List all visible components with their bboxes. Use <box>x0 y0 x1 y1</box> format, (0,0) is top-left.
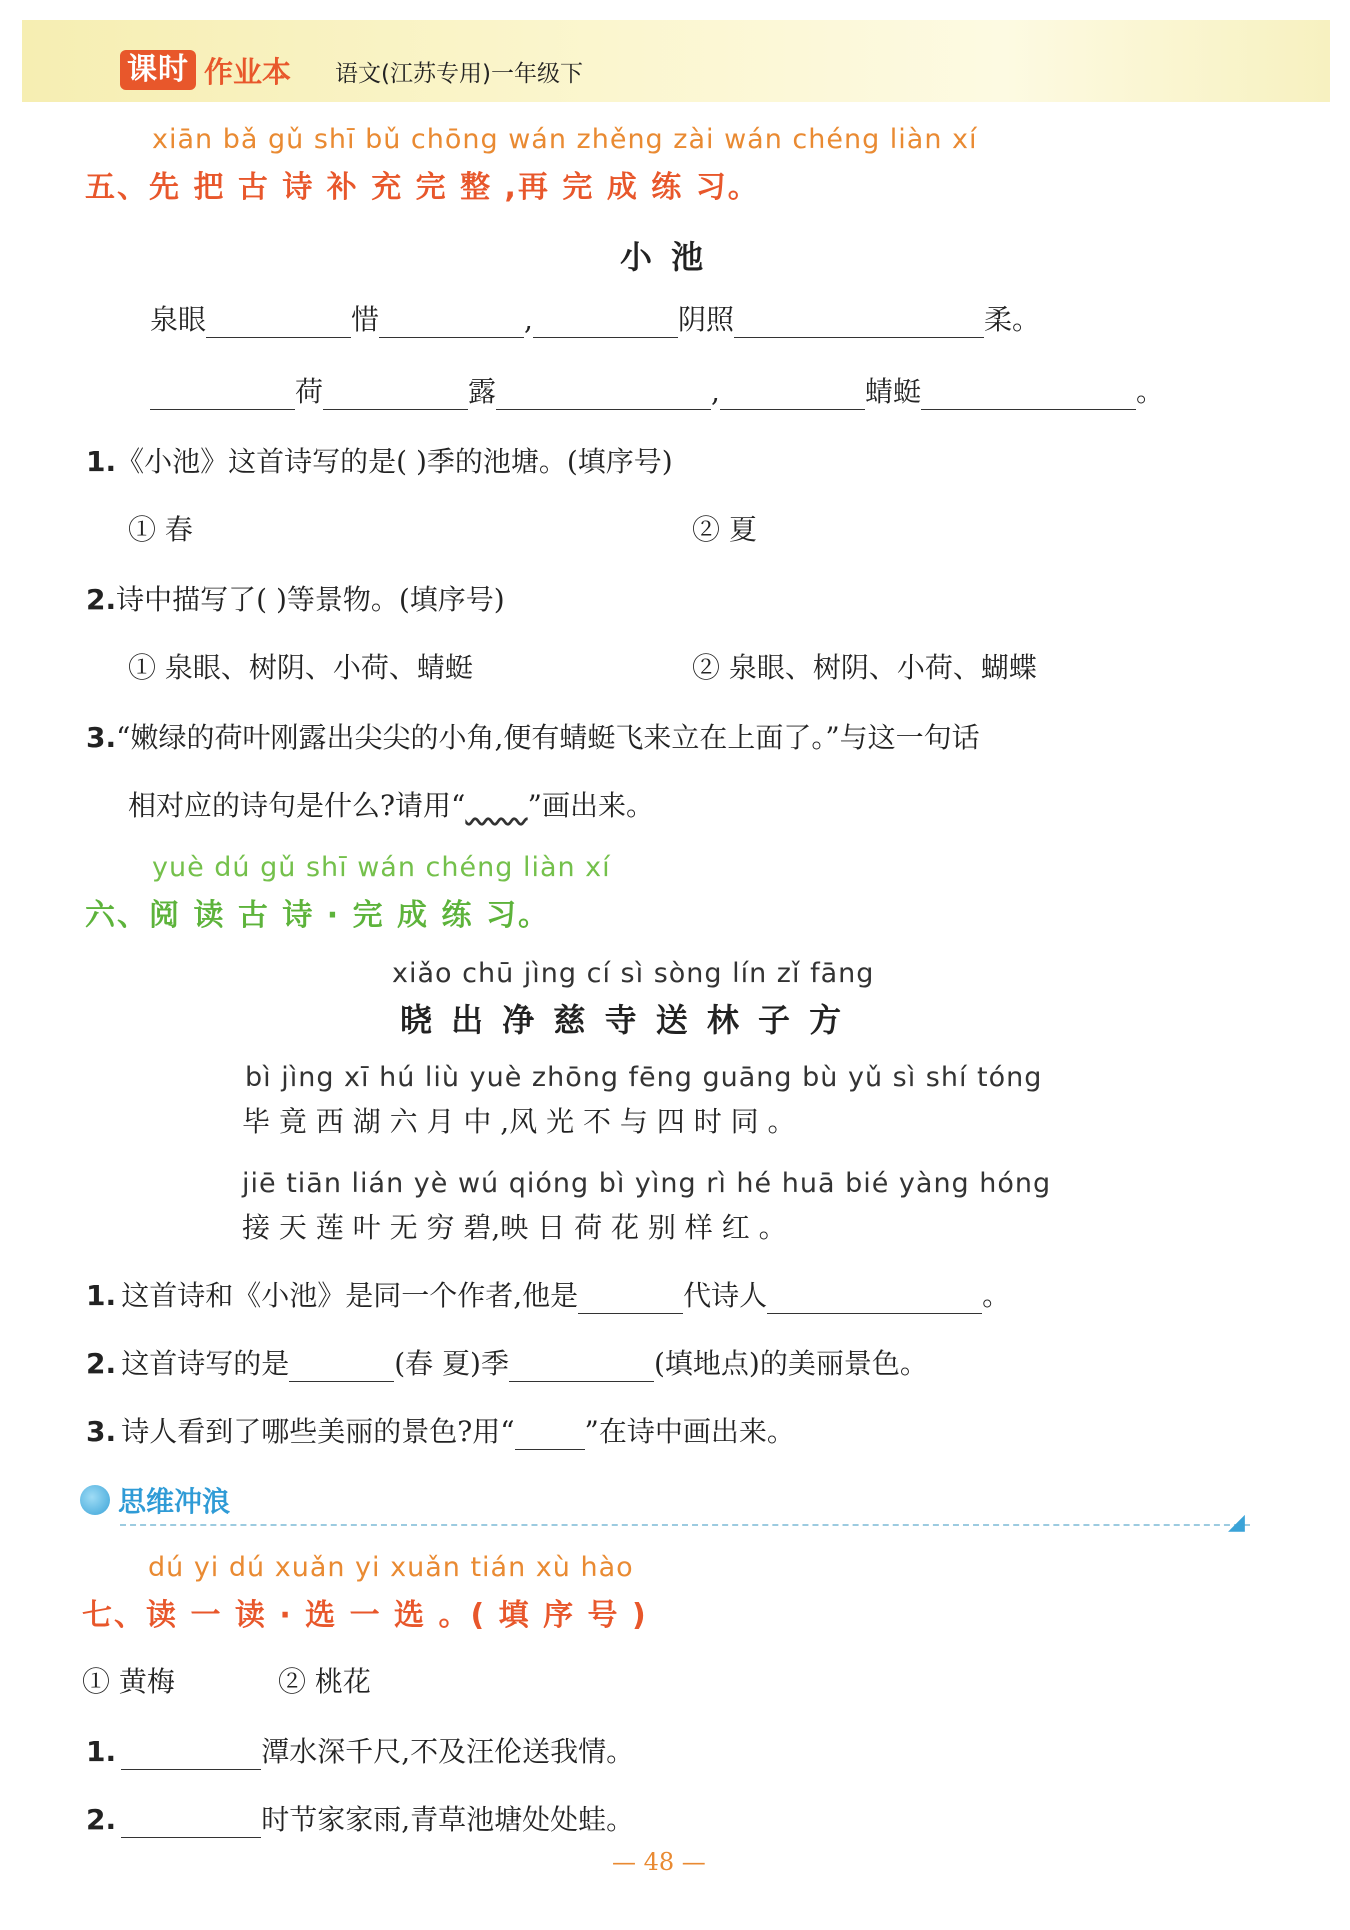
blank[interactable] <box>921 379 1136 410</box>
blank[interactable] <box>767 1283 982 1314</box>
wave-icon <box>80 1485 110 1515</box>
poem-title-xiaochi: 小 池 <box>620 238 708 276</box>
blank[interactable] <box>720 379 865 410</box>
poem2-line1: 毕 竟 西 湖 六 月 中 ,风 光 不 与 四 时 同 。 <box>242 1105 796 1138</box>
divider-line <box>120 1524 1250 1526</box>
thinking-surf-header <box>80 1480 230 1520</box>
blank[interactable] <box>121 1739 261 1770</box>
poem-line-2: 荷 露 , 蜻蜓 。 <box>150 370 1164 410</box>
s6-question-2: 2. 这首诗写的是 (春 夏)季 (填地点)的美丽景色。 <box>86 1347 928 1380</box>
s7-question-2: 2. 时节家家雨,青草池塘处处蛙。 <box>86 1803 635 1836</box>
blank[interactable] <box>206 307 351 338</box>
poem-line-1: 泉眼 惜 , 阴照 柔。 <box>150 303 1040 336</box>
blank[interactable] <box>121 1807 261 1838</box>
s5-q1-option-1[interactable]: ① 春 <box>128 513 193 546</box>
s5-question-1: 1.《小池》这首诗写的是( )季的池塘。(填序号) <box>86 445 673 478</box>
blank[interactable] <box>496 379 711 410</box>
subject-label: 语文(江苏专用)一年级下 <box>335 61 583 87</box>
poem2-line1-pinyin: bì jìng xī hú liù yuè zhōng fēng guāng bù yǔ sì shí tóng <box>245 1062 1043 1093</box>
page-number: — 48 — <box>612 1848 706 1876</box>
thinking-surf-label: 思维冲浪 <box>118 1485 231 1518</box>
section5-title: 五、先 把 古 诗 补 充 完 整 ,再 完 成 练 习。 <box>85 170 760 205</box>
brand-logo <box>120 50 291 90</box>
s6-question-3: 3. 诗人看到了哪些美丽的景色?用“ ”在诗中画出来。 <box>86 1415 795 1448</box>
wavy-line-sample <box>465 789 527 822</box>
section5-pinyin: xiān bǎ gǔ shī bǔ chōng wán zhěng zài wán chéng liàn xí <box>152 124 978 155</box>
s7-option-2: ② 桃花 <box>278 1665 371 1698</box>
s5-question-3-line2: 相对应的诗句是什么?请用“ ”画出来。 <box>128 789 654 822</box>
blank[interactable] <box>150 379 295 410</box>
wave-end-icon: ◢ <box>1228 1510 1245 1535</box>
section6-title: 六、阅 读 古 诗 · 完 成 练 习。 <box>85 898 550 933</box>
s5-question-2: 2.诗中描写了( )等景物。(填序号) <box>86 583 505 616</box>
section6-pinyin: yuè dú gǔ shī wán chéng liàn xí <box>152 852 611 883</box>
blank[interactable] <box>509 1351 654 1382</box>
blank[interactable] <box>379 307 524 338</box>
poem2-title-pinyin: xiǎo chū jìng cí sì sòng lín zǐ fāng <box>392 958 875 989</box>
s5-q2-option-2[interactable]: ② 泉眼、树阴、小荷、蝴蝶 <box>692 651 1037 684</box>
s5-q2-option-1[interactable]: ① 泉眼、树阴、小荷、蜻蜓 <box>128 651 473 684</box>
blank[interactable] <box>734 307 984 338</box>
blank[interactable] <box>323 379 468 410</box>
s6-question-1: 1. 这首诗和《小池》是同一个作者,他是 代诗人 。 <box>86 1279 1011 1312</box>
blank[interactable] <box>578 1283 683 1314</box>
s7-question-1: 1. 潭水深千尺,不及汪伦送我情。 <box>86 1735 635 1768</box>
section7-pinyin: dú yi dú xuǎn yi xuǎn tián xù hào <box>148 1552 634 1583</box>
logo-box: 课时 <box>120 50 196 90</box>
blank[interactable] <box>515 1419 585 1450</box>
blank[interactable] <box>533 307 678 338</box>
poem2-title: 晓 出 净 慈 寺 送 林 子 方 <box>400 1001 846 1039</box>
logo-text: 作业本 <box>204 54 292 89</box>
s7-option-1: ① 黄梅 <box>82 1665 175 1698</box>
poem2-line2-pinyin: jiē tiān lián yè wú qióng bì yìng rì hé huā bié yàng hóng <box>242 1168 1052 1199</box>
s5-q1-option-2[interactable]: ② 夏 <box>692 513 757 546</box>
blank[interactable] <box>289 1351 394 1382</box>
section7-title: 七、读 一 读 · 选 一 选 。( 填 序 号 ) <box>82 1598 648 1633</box>
poem2-line2: 接 天 莲 叶 无 穷 碧,映 日 荷 花 别 样 红 。 <box>242 1211 787 1244</box>
s5-question-3: 3.“嫩绿的荷叶刚露出尖尖的小角,便有蜻蜓飞来立在上面了。”与这一句话 <box>86 721 980 754</box>
